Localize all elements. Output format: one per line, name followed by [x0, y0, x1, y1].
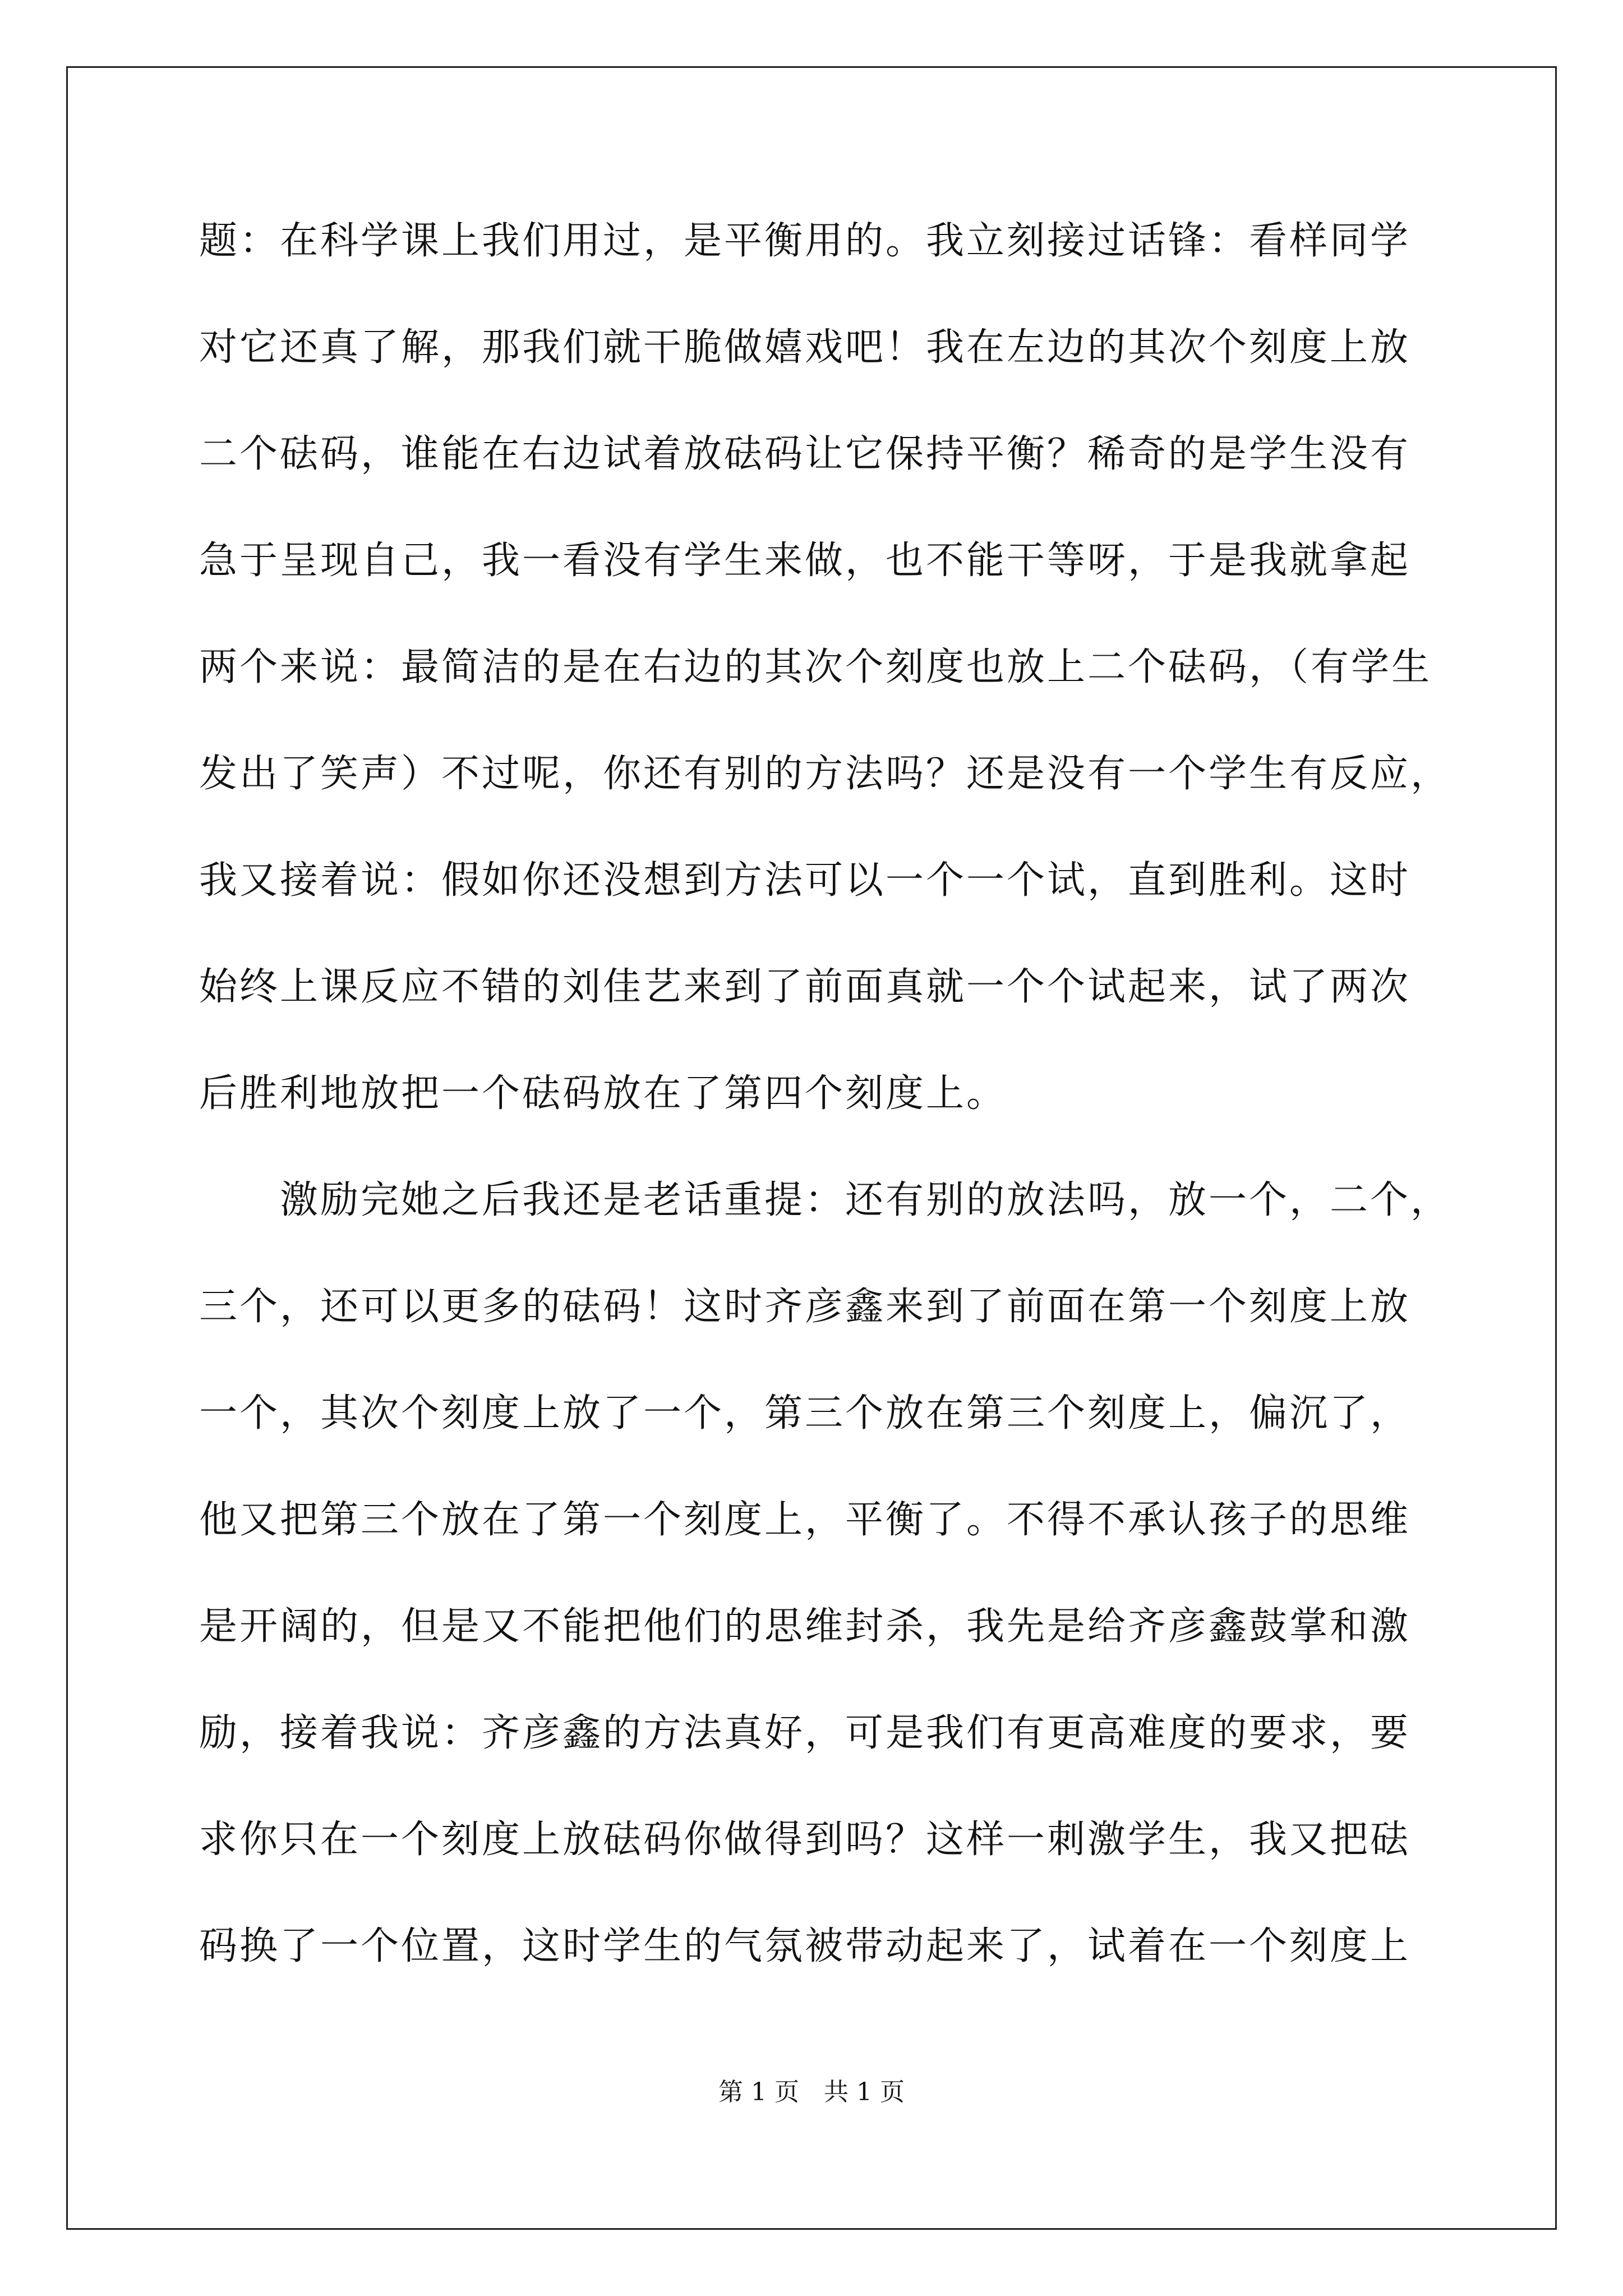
text-line: 励，接着我说：齐彦鑫的方法真好，可是我们有更高难度的要求，要 [199, 1711, 1411, 1755]
text-line: 三个，还可以更多的砝码！这时齐彦鑫来到了前面在第一个刻度上放 [199, 1285, 1411, 1329]
text-line: 码换了一个位置，这时学生的气氛被带动起来了，试着在一个刻度上 [199, 1924, 1411, 1968]
text-line: 后胜利地放把一个砝码放在了第四个刻度上。 [199, 1071, 1007, 1116]
text-line: 始终上课反应不错的刘佳艺来到了前面真就一个个试起来，试了两次 [199, 965, 1411, 1009]
text-line: 求你只在一个刻度上放砝码你做得到吗？这样一刺激学生，我又把砝 [199, 1818, 1411, 1862]
text-line: 他又把第三个放在了第一个刻度上，平衡了。不得不承认孩子的思维 [199, 1498, 1411, 1542]
page-border [66, 66, 1557, 2230]
text-line: 急于呈现自己，我一看没有学生来做，也不能干等呀，于是我就拿起 [199, 539, 1411, 583]
text-line: 我又接着说：假如你还没想到方法可以一个一个试，直到胜利。这时 [199, 858, 1411, 903]
text-line: 一个，其次个刻度上放了一个，第三个放在第三个刻度上，偏沉了， [199, 1391, 1411, 1435]
text-line: 是开阔的，但是又不能把他们的思维封杀，我先是给齐彦鑫鼓掌和激 [199, 1604, 1411, 1649]
text-line: 两个来说：最简洁的是在右边的其次个刻度也放上二个砝码，（有学生 [199, 645, 1432, 689]
text-line: 发出了笑声）不过呢，你还有别的方法吗？还是没有一个学生有反应， [199, 752, 1451, 796]
text-line: 激励完她之后我还是老话重提：还有别的放法吗，放一个，二个， [280, 1178, 1451, 1222]
text-line: 题：在科学课上我们用过，是平衡用的。我立刻接过话锋：看样同学 [199, 219, 1411, 263]
text-line: 二个砝码，谁能在右边试着放砝码让它保持平衡？稀奇的是学生没有 [199, 432, 1411, 476]
page-number-footer: 第 1 页 共 1 页 [718, 2078, 905, 2106]
text-line: 对它还真了解，那我们就干脆做嬉戏吧！我在左边的其次个刻度上放 [199, 325, 1411, 370]
